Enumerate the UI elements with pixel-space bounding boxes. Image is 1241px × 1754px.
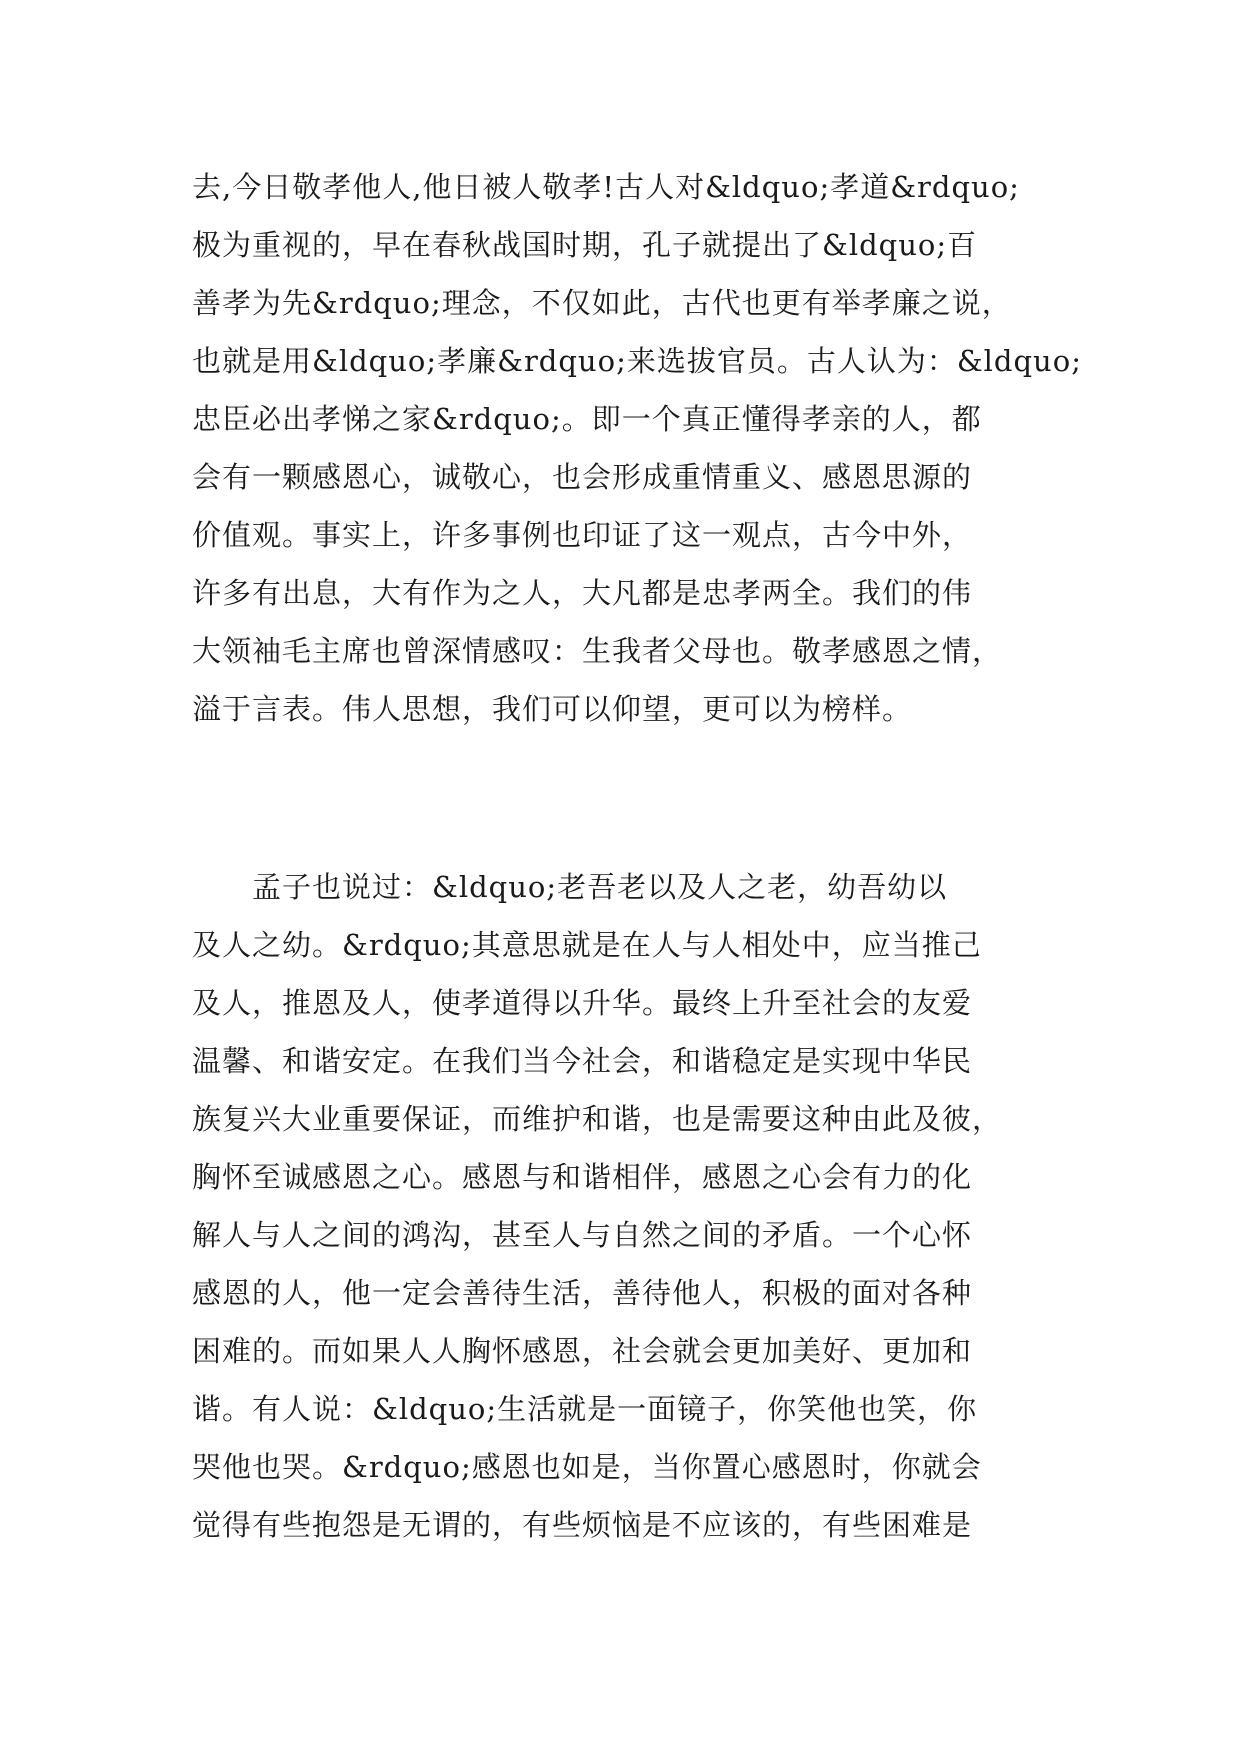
text-line: 觉得有些抱怨是无谓的，有些烦恼是不应该的，有些困难是 [192, 1508, 973, 1542]
text-line: 孟子也说过：&ldquo;老吾老以及人之老，幼吾幼以 [192, 870, 948, 904]
paragraph [192, 158, 1082, 738]
text-line: 忠臣必出孝悌之家&rdquo;。即一个真正懂得孝亲的人，都 [192, 402, 982, 436]
text-line: 及人之幼。&rdquo;其意思就是在人与人相处中，应当推己 [192, 928, 982, 962]
text-line: 族复兴大业重要保证，而维护和谐，也是需要这种由此及彼， [192, 1102, 1003, 1136]
text-line: 溢于言表。伟人思想，我们可以仰望，更可以为榜样。 [192, 692, 913, 726]
text-line: 善孝为先&rdquo;理念，不仅如此，古代也更有举孝廉之说， [192, 286, 1012, 320]
text-line: 感恩的人，他一定会善待生活，善待他人，积极的面对各种 [192, 1276, 973, 1310]
text-line: 大领袖毛主席也曾深情感叹：生我者父母也。敬孝感恩之情， [192, 634, 1003, 668]
text-line: 去,今日敬孝他人,他日被人敬孝!古人对&ldquo;孝道&rdquo; [192, 170, 1020, 204]
text-line: 解人与人之间的鸿沟，甚至人与自然之间的矛盾。一个心怀 [192, 1218, 973, 1252]
text-line: 价值观。事实上，许多事例也印证了这一观点，古今中外， [192, 518, 973, 552]
text-line: 谐。有人说：&ldquo;生活就是一面镜子，你笑他也笑，你 [192, 1392, 978, 1426]
text-line: 温馨、和谐安定。在我们当今社会，和谐稳定是实现中华民 [192, 1044, 973, 1078]
text-line: 极为重视的，早在春秋战国时期，孔子就提出了&ldquo;百 [192, 228, 978, 262]
text-line: 及人，推恩及人，使孝道得以升华。最终上升至社会的友爱 [192, 986, 973, 1020]
paragraph [192, 858, 1062, 1554]
text-line: 许多有出息，大有作为之人，大凡都是忠孝两全。我们的伟 [192, 576, 973, 610]
text-line: 胸怀至诚感恩之心。感恩与和谐相伴，感恩之心会有力的化 [192, 1160, 973, 1194]
text-line: 也就是用&ldquo;孝廉&rdquo;来选拔官员。古人认为：&ldquo; [192, 344, 1082, 378]
text-line: 哭他也哭。&rdquo;感恩也如是，当你置心感恩时，你就会 [192, 1450, 982, 1484]
text-line: 困难的。而如果人人胸怀感恩，社会就会更加美好、更加和 [192, 1334, 973, 1368]
text-line: 会有一颗感恩心，诚敬心，也会形成重情重义、感恩思源的 [192, 460, 973, 494]
